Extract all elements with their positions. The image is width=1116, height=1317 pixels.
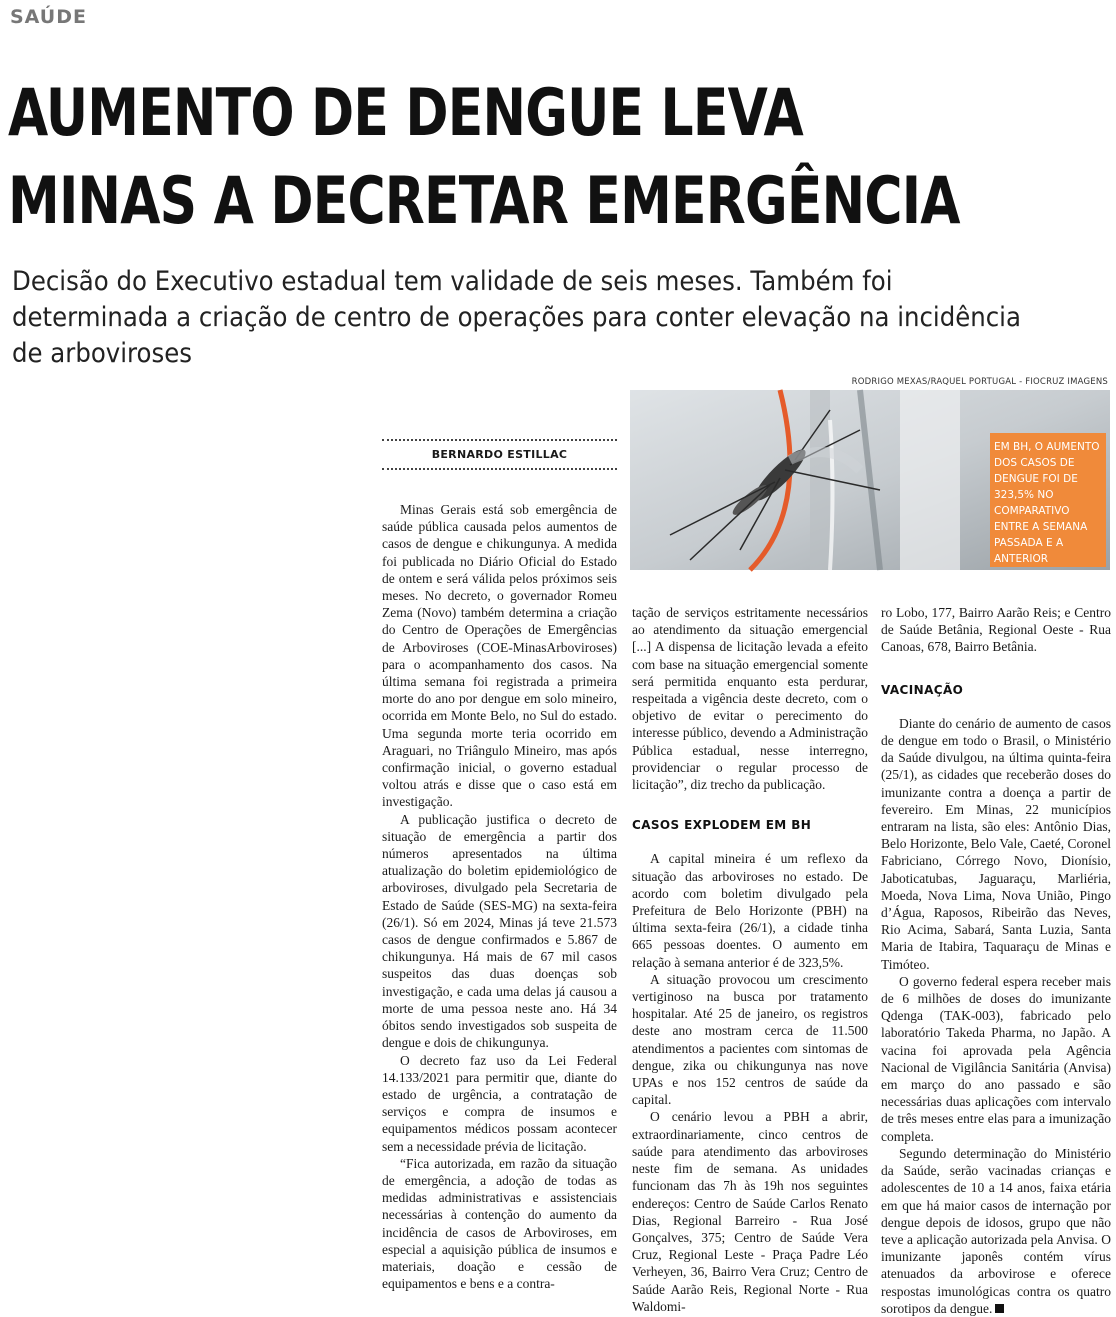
paragraph: O cenário levou a PBH a abrir, extraordinariamente, cinco centros de saúde para atendimento das arboviroses neste fim de semana. As unidades funcionam das 7h às 19h nos seguintes endereços: Centro de Saúde Carlos Renato Dias, Regional Barreiro - Rua José Gonçalves, 375; Centro de Saúde Vera Cruz, Regional Leste - Praça Padre Léo Verheyen, 36, Bairro Vera Cruz; Centro de Saúde Aarão Reis, Regional Norte - Rua Waldomi- (632, 1109, 868, 1314)
column-3 (881, 604, 1111, 1316)
section-label: SAÚDE (10, 6, 87, 28)
paragraph: A publicação justifica o decreto de situação de emergência a partir dos números apresentados na última atualização do boletim epidemiológico de arboviroses, divulgado pela Secretaria de Estado de Saúde (SES-MG) na sexta-feira (26/1). Só em 2024, Minas já teve 21.573 casos de dengue confirmados e 5.867 de chikungunya. Há mais de 67 mil casos suspeitos das duas doenças sob investigação, e cada uma delas já causou a morte de uma pessoa neste ano. Há 34 óbitos sendo investigados sob suspeita de dengue e dois de chikungunya. (382, 811, 617, 1051)
paragraph: “Fica autorizada, em razão da situação de emergência, a adoção de todas as medidas administrativas e assistenciais necessárias à contenção do aumento da incidência de casos de Arboviroses, em especial a aquisição pública de insumos e materiais, doação e cessão de equipamentos e bens e a contra- (382, 1155, 617, 1292)
subheading-vacinacao: VACINAÇÃO (881, 682, 964, 697)
paragraph: O decreto faz uso da Lei Federal 14.133/2021 para permitir que, diante do estado de urgência, a contratação de serviços e compra de insumos e equipamentos médicos possam acontecer sem a necessidade prévia de licitação. (382, 1052, 617, 1154)
headline-line-2: MINAS A DECRETAR EMERGÊNCIA (8, 164, 960, 239)
paragraph: A situação provocou um crescimento vertiginoso na busca por tratamento hospitalar. Até 25 de janeiro, os registros deste ano mostram cerca de 11.500 atendimentos a pacientes com sintomas de dengue, zika ou chikungunya nas nove UPAs e nos 152 centros de saúde da capital. (632, 971, 868, 1108)
paragraph (881, 1145, 1111, 1317)
paragraph: ro Lobo, 177, Bairro Aarão Reis; e Centro de Saúde Betânia, Regional Oeste - Rua Canoas, 678, Bairro Betânia. (881, 605, 1111, 655)
column-2 (632, 604, 868, 1314)
end-mark-icon (995, 1304, 1004, 1313)
headline-line-1: AUMENTO DE DENGUE LEVA (8, 76, 803, 151)
photo-credit: RODRIGO MEXAS/RAQUEL PORTUGAL - FIOCRUZ IMAGENS (851, 377, 1108, 387)
paragraph: Diante do cenário de aumento de casos de dengue em todo o Brasil, o Ministério da Saúde divulgou, na última quinta-feira (25/1), as cidades que receberão doses do imunizante contra a doença a partir de fevereiro. Em Minas, 22 municípios entraram na lista, são eles: Antônio Dias, Belo Horizonte, Belo Vale, Caeté, Coronel Fabriciano, Córrego Novo, Dionísio, Jaboticatubas, Jaguaraçu, Marliéria, Moeda, Nova Lima, Nova União, Pingo d’Água, Raposos, Ribeirão das Neves, Rio Acima, Sabará, Santa Luzia, Santa Maria de Itabira, Taquaraçu de Minas e Timóteo. (881, 715, 1111, 972)
paragraph: Minas Gerais está sob emergência de saúde pública causada pelos aumentos de casos de dengue e chikungunya. A medida foi publicada no Diário Oficial do Estado de ontem e será válida pelos próximos seis meses. No decreto, o governador Romeu Zema (Novo) também determina a criação do Centro de Operações de Emergências de Arboviroses (COE-MinasArboviroses) para o acompanhamento dos casos. Na última semana foi registrada a primeira morte do ano por dengue em solo mineiro, ocorrida em Monte Belo, no Sul do estado. Uma segunda morte teria ocorrido em Araguari, no Triângulo Mineiro, mas após confirmação inicial, o governo estadual voltou atrás e disse que o caso está em investigação. (382, 502, 617, 810)
photo-caption-box (990, 433, 1106, 567)
subheading-casos: CASOS EXPLODEM EM BH (632, 818, 812, 833)
column-1 (382, 501, 617, 1296)
paragraph: O governo federal espera receber mais de 6 milhões de doses do imunizante Qdenga (TAK-003), fabricado pelo laboratório Takeda Pharma, no Japão. A vacina foi aprovada pela Agência Nacional de Vigilância Sanitária (Anvisa) em março do ano passado e são necessárias duas aplicações com intervalo de três meses entre elas para a imunização completa. (881, 973, 1111, 1144)
photo-caption: EM BH, O AUMENTO DOS CASOS DE DENGUE FOI DE 323,5% NO COMPARATIVO ENTRE A SEMANA PASSADA E A ANTERIOR (994, 441, 1100, 565)
byline: BERNARDO ESTILLAC (431, 448, 568, 461)
deck-subtitle: Decisão do Executivo estadual tem validade de seis meses. Também foi determinada a criação de centro de operações para conter elevação na incidência de arboviroses (12, 266, 1021, 369)
byline-rule-top (382, 439, 617, 441)
paragraph-text: Segundo determinação do Ministério da Saúde, serão vacinadas crianças e adolescentes de 10 a 14 anos, faixa etária em que há maior casos de internação por dengue depois de idosos, grupo que não teve a aplicação autorizada pela Anvisa. O imunizante japonês contém vírus atenuados da arbovirose e oferece respostas imunológicas contra os quatro sorotipos da dengue. (881, 1145, 1111, 1316)
headline (8, 70, 960, 246)
byline-rule-bottom (382, 468, 617, 470)
paragraph: tação de serviços estritamente necessários ao atendimento da situação emergencial [...] A dispensa de licitação levada a efeito com base na situação emergencial somente será permitida enquanto esta perdurar, respeitada a vigência deste decreto, com o objetivo de evitar o perecimento do interesse público, devendo a Administração Pública estadual, nesse interregno, providenciar o regular processo de licitação”, diz trecho da publicação. (632, 605, 868, 793)
paragraph: A capital mineira é um reflexo da situação das arboviroses no estado. De acordo com boletim divulgado pela Prefeitura de Belo Horizonte (PBH) na última sexta-feira (26/1), a cidade tinha 665 pessoas doentes. O aumento em relação à semana anterior é de 323,5%. (632, 851, 868, 970)
